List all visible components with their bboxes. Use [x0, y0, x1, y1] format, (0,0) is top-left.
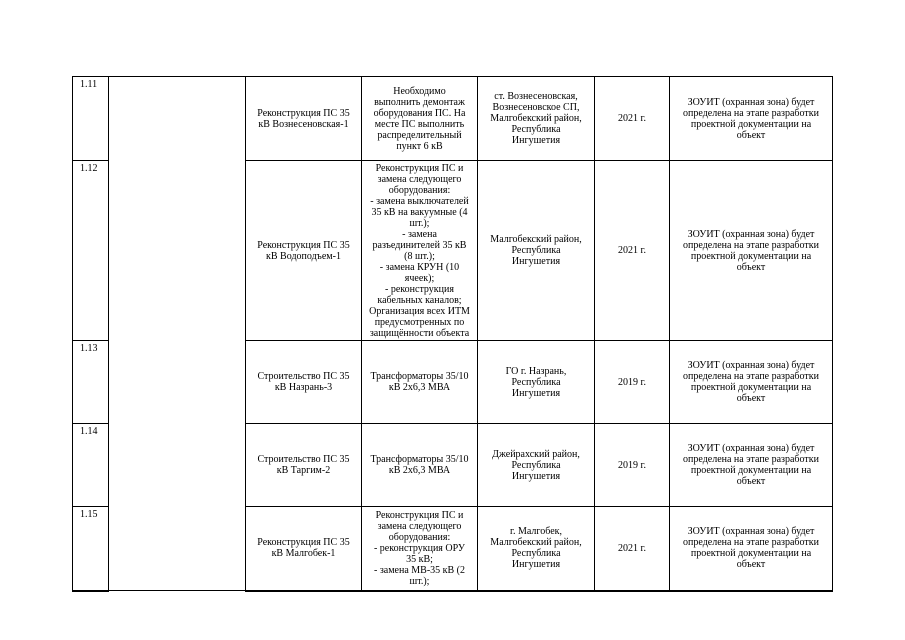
protection-zone-note: ЗОУИТ (охранная зона) будет определена на этапе разработки проектной документации на объект [670, 341, 833, 424]
year: 2021 г. [595, 507, 670, 591]
row-number: 1.13 [73, 341, 109, 424]
facility-name: Строительство ПС 35 кВ Таргим-2 [246, 424, 362, 507]
protection-zone-note: ЗОУИТ (охранная зона) будет определена на этапе разработки проектной документации на объект [670, 77, 833, 161]
row-number: 1.11 [73, 77, 109, 161]
document-table [72, 76, 833, 592]
location: г. Малгобек, Малгобекский район, Республика Ингушетия [478, 507, 595, 591]
work-description: Трансформаторы 35/10 кВ 2х6,3 МВА [362, 341, 478, 424]
facility-name: Реконструкция ПС 35 кВ Водоподъем-1 [246, 161, 362, 341]
location: Джейрахский район, Республика Ингушетия [478, 424, 595, 507]
facility-name: Строительство ПС 35 кВ Назрань-3 [246, 341, 362, 424]
protection-zone-note: ЗОУИТ (охранная зона) будет определена на этапе разработки проектной документации на объект [670, 424, 833, 507]
work-description: Реконструкция ПС и замена следующего оборудования: - реконструкция ОРУ 35 кВ; - замена МВ-35 кВ (2 шт.); [362, 507, 478, 591]
work-description: Трансформаторы 35/10 кВ 2х6,3 МВА [362, 424, 478, 507]
year: 2019 г. [595, 341, 670, 424]
year: 2019 г. [595, 424, 670, 507]
row-number: 1.15 [73, 507, 109, 591]
location: ст. Вознесеновская, Вознесеновское СП, Малгобекский район, Республика Ингушетия [478, 77, 595, 161]
facility-name: Реконструкция ПС 35 кВ Вознесеновская-1 [246, 77, 362, 161]
year: 2021 г. [595, 161, 670, 341]
work-description: Необходимо выполнить демонтаж оборудования ПС. На месте ПС выполнить распределительный пункт 6 кВ [362, 77, 478, 161]
table-row [73, 77, 833, 161]
work-description: Реконструкция ПС и замена следующего оборудования: - замена выключателей 35 кВ на вакуумные (4 шт.); - замена разъединителей 35 кВ (8 шт.); - замена КРУН (10 ячеек); - реконструкция кабельных каналов; Организация всех ИТМ предусмотренных по защищённости объекта [362, 161, 478, 341]
location: Малгобекский район, Республика Ингушетия [478, 161, 595, 341]
protection-zone-note: ЗОУИТ (охранная зона) будет определена на этапе разработки проектной документации на объект [670, 507, 833, 591]
empty-column-cell [109, 77, 246, 591]
location: ГО г. Назрань, Республика Ингушетия [478, 341, 595, 424]
protection-zone-note: ЗОУИТ (охранная зона) будет определена на этапе разработки проектной документации на объект [670, 161, 833, 341]
facility-name: Реконструкция ПС 35 кВ Малгобек-1 [246, 507, 362, 591]
year: 2021 г. [595, 77, 670, 161]
row-number: 1.12 [73, 161, 109, 341]
row-number: 1.14 [73, 424, 109, 507]
